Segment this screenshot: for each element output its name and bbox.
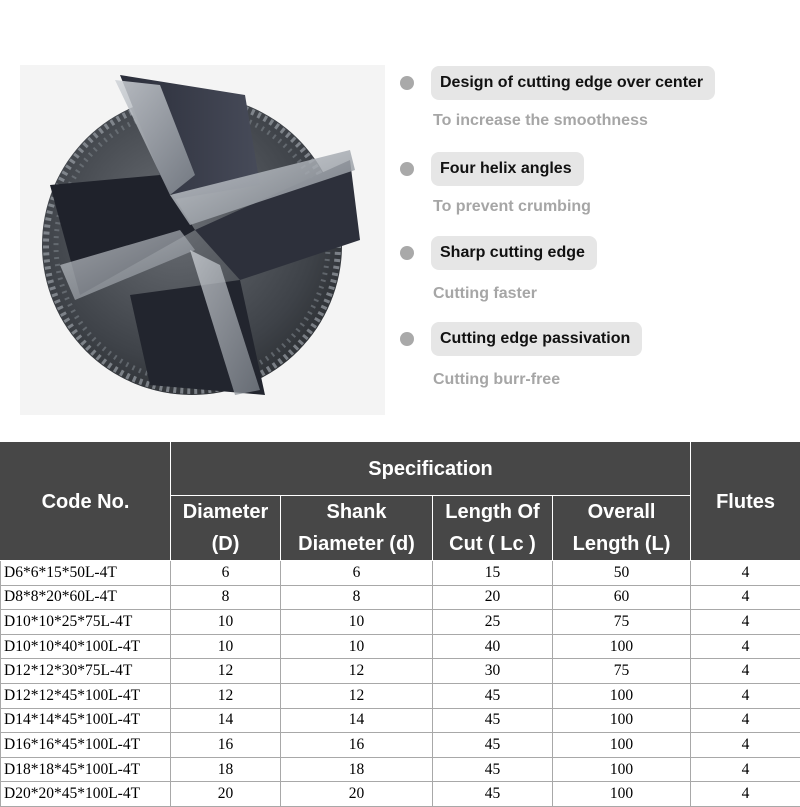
table-row bbox=[1, 708, 800, 733]
header-overall-length: Overall Length (L) bbox=[553, 496, 691, 561]
cell-code: D16*16*45*100L-4T bbox=[1, 733, 171, 758]
cell-shank: 10 bbox=[281, 610, 433, 635]
cell-code: D12*12*30*75L-4T bbox=[1, 659, 171, 684]
cell-flutes: 4 bbox=[691, 585, 800, 610]
cell-overall-length: 100 bbox=[553, 757, 691, 782]
cell-overall-length: 100 bbox=[553, 708, 691, 733]
cell-flutes: 4 bbox=[691, 610, 800, 635]
cell-shank: 16 bbox=[281, 733, 433, 758]
cell-flutes: 4 bbox=[691, 757, 800, 782]
cell-flutes: 4 bbox=[691, 659, 800, 684]
cell-flutes: 4 bbox=[691, 634, 800, 659]
cell-code: D20*20*45*100L-4T bbox=[1, 782, 171, 807]
header-flutes: Flutes bbox=[691, 443, 800, 561]
cell-overall-length: 60 bbox=[553, 585, 691, 610]
cell-diameter: 6 bbox=[171, 561, 281, 586]
cell-code: D8*8*20*60L-4T bbox=[1, 585, 171, 610]
table-row bbox=[1, 585, 800, 610]
end-mill-illustration bbox=[20, 65, 385, 415]
cell-cut-length: 15 bbox=[433, 561, 553, 586]
bullet-icon bbox=[400, 332, 414, 346]
cell-flutes: 4 bbox=[691, 733, 800, 758]
bullet-icon bbox=[400, 76, 414, 90]
cell-overall-length: 75 bbox=[553, 610, 691, 635]
header-diameter: Diameter (D) bbox=[171, 496, 281, 561]
cell-shank: 20 bbox=[281, 782, 433, 807]
cell-code: D18*18*45*100L-4T bbox=[1, 757, 171, 782]
cell-code: D10*10*40*100L-4T bbox=[1, 634, 171, 659]
feature-subtitle: To increase the smoothness bbox=[433, 112, 648, 130]
cell-shank: 10 bbox=[281, 634, 433, 659]
feature-title: Four helix angles bbox=[431, 152, 584, 186]
cell-cut-length: 45 bbox=[433, 708, 553, 733]
cell-cut-length: 45 bbox=[433, 733, 553, 758]
header-code: Code No. bbox=[1, 443, 171, 561]
spec-table bbox=[0, 442, 800, 807]
cell-shank: 12 bbox=[281, 659, 433, 684]
cell-overall-length: 100 bbox=[553, 733, 691, 758]
bullet-icon bbox=[400, 162, 414, 176]
cell-diameter: 18 bbox=[171, 757, 281, 782]
cell-cut-length: 45 bbox=[433, 683, 553, 708]
cell-cut-length: 30 bbox=[433, 659, 553, 684]
cell-overall-length: 50 bbox=[553, 561, 691, 586]
cell-shank: 14 bbox=[281, 708, 433, 733]
end-mill-photo bbox=[20, 65, 385, 415]
cell-cut-length: 25 bbox=[433, 610, 553, 635]
cell-cut-length: 40 bbox=[433, 634, 553, 659]
cell-flutes: 4 bbox=[691, 782, 800, 807]
table-row bbox=[1, 782, 800, 807]
table-row bbox=[1, 757, 800, 782]
feature-subtitle: Cutting faster bbox=[433, 285, 537, 303]
cell-shank: 6 bbox=[281, 561, 433, 586]
cell-shank: 12 bbox=[281, 683, 433, 708]
cell-shank: 8 bbox=[281, 585, 433, 610]
feature-title: Design of cutting edge over center bbox=[431, 66, 715, 100]
cell-code: D12*12*45*100L-4T bbox=[1, 683, 171, 708]
cell-code: D10*10*25*75L-4T bbox=[1, 610, 171, 635]
cell-diameter: 12 bbox=[171, 659, 281, 684]
header-shank-diameter: Shank Diameter (d) bbox=[281, 496, 433, 561]
cell-code: D14*14*45*100L-4T bbox=[1, 708, 171, 733]
bullet-icon bbox=[400, 246, 414, 260]
table-row bbox=[1, 659, 800, 684]
header-length-of-cut: Length Of Cut ( Lc ) bbox=[433, 496, 553, 561]
cell-shank: 18 bbox=[281, 757, 433, 782]
cell-diameter: 10 bbox=[171, 610, 281, 635]
table-row bbox=[1, 683, 800, 708]
cell-diameter: 10 bbox=[171, 634, 281, 659]
table-row bbox=[1, 561, 800, 586]
table-row bbox=[1, 634, 800, 659]
cell-diameter: 20 bbox=[171, 782, 281, 807]
feature-subtitle: Cutting burr-free bbox=[433, 371, 560, 389]
cell-overall-length: 100 bbox=[553, 634, 691, 659]
cell-diameter: 16 bbox=[171, 733, 281, 758]
feature-title: Sharp cutting edge bbox=[431, 236, 597, 270]
cell-flutes: 4 bbox=[691, 708, 800, 733]
cell-diameter: 8 bbox=[171, 585, 281, 610]
table-row bbox=[1, 733, 800, 758]
feature-subtitle: To prevent crumbing bbox=[433, 198, 591, 216]
header-specification: Specification bbox=[171, 443, 691, 496]
cell-cut-length: 45 bbox=[433, 782, 553, 807]
cell-diameter: 12 bbox=[171, 683, 281, 708]
cell-flutes: 4 bbox=[691, 683, 800, 708]
cell-cut-length: 45 bbox=[433, 757, 553, 782]
table-row bbox=[1, 610, 800, 635]
feature-title: Cutting edge passivation bbox=[431, 322, 642, 356]
cell-cut-length: 20 bbox=[433, 585, 553, 610]
cell-code: D6*6*15*50L-4T bbox=[1, 561, 171, 586]
cell-overall-length: 75 bbox=[553, 659, 691, 684]
cell-overall-length: 100 bbox=[553, 782, 691, 807]
cell-flutes: 4 bbox=[691, 561, 800, 586]
cell-diameter: 14 bbox=[171, 708, 281, 733]
cell-overall-length: 100 bbox=[553, 683, 691, 708]
